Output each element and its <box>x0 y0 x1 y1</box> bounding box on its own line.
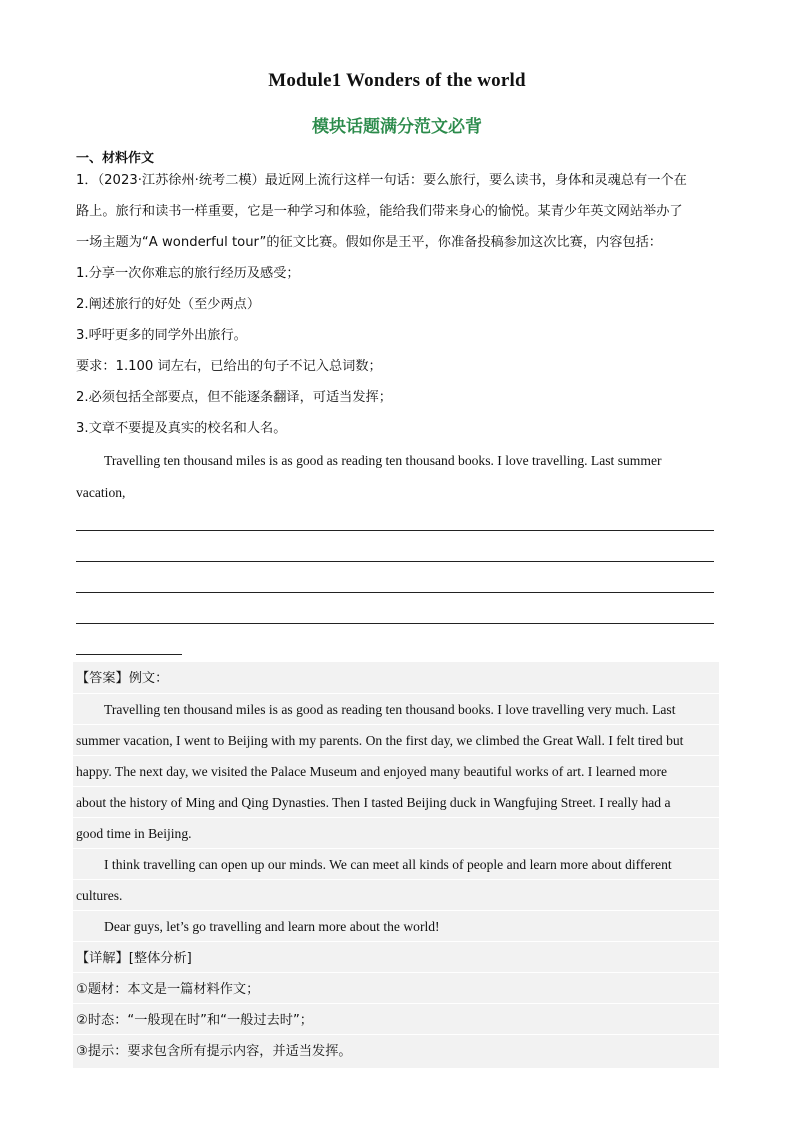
row-divider <box>73 786 719 787</box>
answer-line: Travelling ten thousand miles is as good as reading ten thousand books. I love travelling very much. Last <box>104 702 676 717</box>
writing-line <box>76 561 714 562</box>
row-divider <box>73 972 719 973</box>
question-line: 一场主题为“A wonderful tour”的征文比赛。假如你是王平，你准备投稿参加这次比赛，内容包括： <box>76 235 662 250</box>
row-divider <box>73 910 719 911</box>
question-line: 2.必须包括全部要点，但不能逐条翻译，可适当发挥； <box>76 390 392 405</box>
page-subtitle: 模块话题满分范文必背 <box>312 117 482 137</box>
row-divider <box>73 1003 719 1004</box>
answer-header: 【答案】例文： <box>76 671 169 686</box>
row-divider <box>73 724 719 725</box>
answer-line: happy. The next day, we visited the Palace Museum and enjoyed many beautiful works of art. I learned more <box>76 764 668 779</box>
answer-line: about the history of Ming and Qing Dynasties. Then I tasted Beijing duck in Wangfujing Street. I really had a <box>76 795 671 810</box>
section-heading: 一、材料作文 <box>76 151 155 166</box>
writing-line <box>76 623 714 624</box>
prompt-line: Travelling ten thousand miles is as good as reading ten thousand books. I love travelling. Last summer <box>104 453 662 468</box>
row-divider <box>73 817 719 818</box>
answer-line: I think travelling can open up our minds. We can meet all kinds of people and learn more about different <box>104 857 672 872</box>
question-line: 3.文章不要提及真实的校名和人名。 <box>76 421 287 436</box>
row-divider <box>73 941 719 942</box>
row-divider <box>73 848 719 849</box>
answer-line: good time in Beijing. <box>76 826 192 841</box>
detail-line: ③提示：要求包含所有提示内容，并适当发挥。 <box>76 1044 352 1059</box>
page-title: Module1 Wonders of the world <box>268 70 526 91</box>
question-line: 1．（2023·江苏徐州·统考二模）最近网上流行这样一句话：要么旅行，要么读书，身体和灵魂总有一个在 <box>76 173 687 188</box>
question-line: 1.分享一次你难忘的旅行经历及感受； <box>76 266 300 281</box>
row-divider <box>73 755 719 756</box>
detail-line: ①题材：本文是一篇材料作文； <box>76 982 260 997</box>
question-line: 路上。旅行和读书一样重要，它是一种学习和体验，能给我们带来身心的愉悦。某青少年英文网站举办了 <box>76 204 683 219</box>
row-divider <box>73 879 719 880</box>
question-line: 2.阐述旅行的好处（至少两点） <box>76 297 261 312</box>
detail-line: ②时态：“一般现在时”和“一般过去时”； <box>76 1013 313 1028</box>
row-divider <box>73 1034 719 1035</box>
writing-line <box>76 530 714 531</box>
row-divider <box>73 693 719 694</box>
detail-header: 【详解】[整体分析] <box>76 951 192 966</box>
writing-line <box>76 592 714 593</box>
prompt-line: vacation, <box>76 485 126 500</box>
writing-line <box>76 654 182 655</box>
question-line: 要求：1.100 词左右，已给出的句子不记入总词数； <box>76 359 382 374</box>
answer-line: cultures. <box>76 888 123 903</box>
question-line: 3.呼吁更多的同学外出旅行。 <box>76 328 247 343</box>
answer-line: summer vacation, I went to Beijing with my parents. On the first day, we climbed the Great Wall. I felt tired but <box>76 733 684 748</box>
answer-line: Dear guys, let’s go travelling and learn more about the world! <box>104 919 440 934</box>
